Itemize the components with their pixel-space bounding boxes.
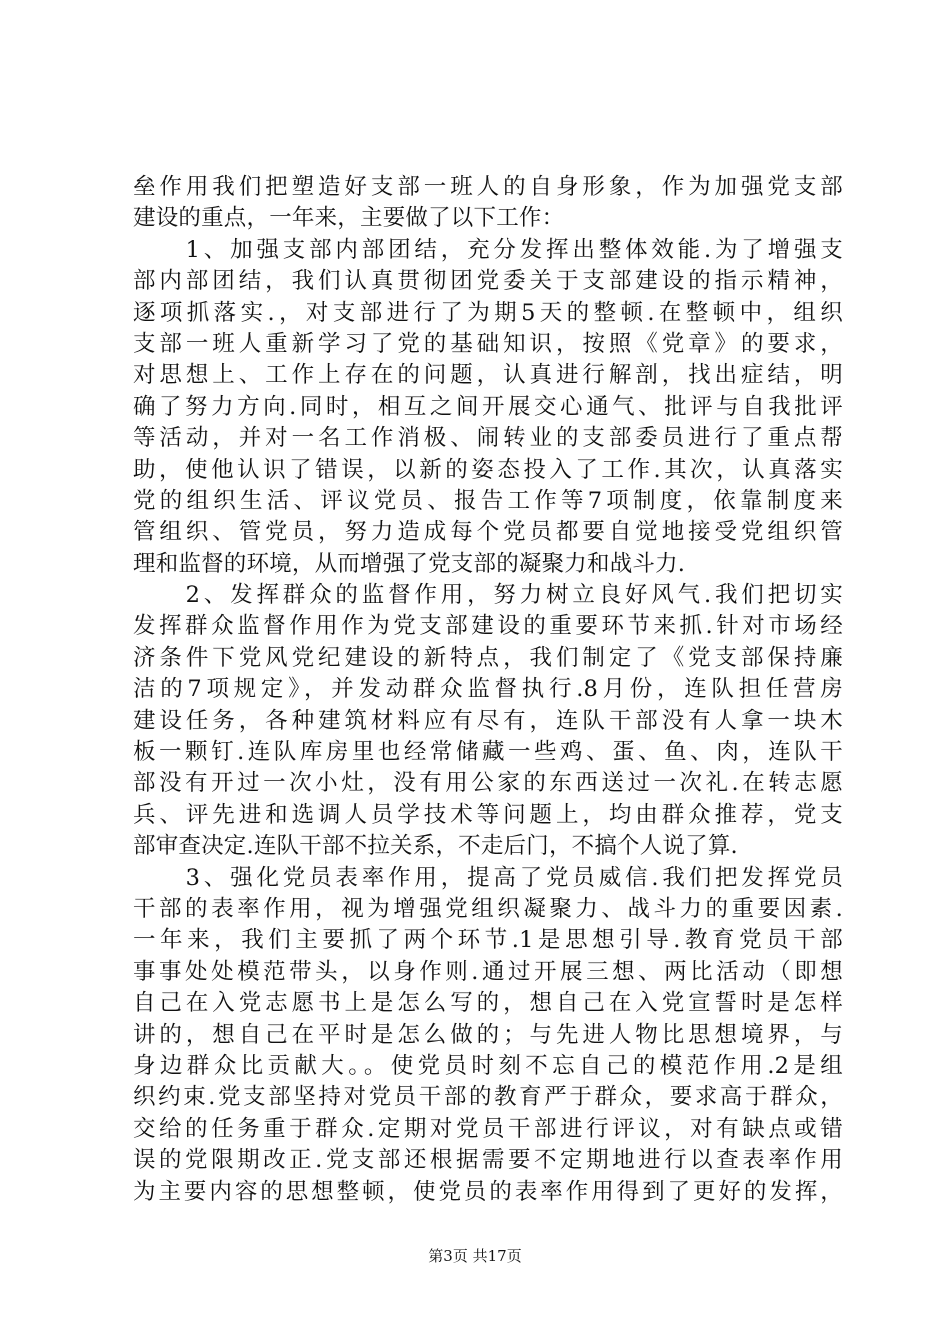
- text-line: 党的组织生活、评议党员、报告工作等7项制度，依靠制度来: [133, 487, 843, 514]
- text-line: 洁的7项规定》，并发动群众监督执行.8月份，连队担任营房: [133, 676, 843, 703]
- text-line: 建设的重点，一年来，主要做了以下工作：: [133, 205, 565, 232]
- text-line: 误的党限期改正.党支部还根据需要不定期地进行以查表率作用: [133, 1147, 843, 1174]
- text-line: 逐项抓落实.，对支部进行了为期5天的整顿.在整顿中，组织: [133, 299, 843, 326]
- text-line: 事事处处模范带头，以身作则.通过开展三想、两比活动（即想: [133, 958, 843, 985]
- text-line: 对思想上、工作上存在的问题，认真进行解剖，找出症结，明: [133, 362, 843, 389]
- body-text: [133, 172, 843, 1208]
- text-line: 支部一班人重新学习了党的基础知识，按照《党章》的要求，: [133, 330, 843, 357]
- text-line: 板一颗钉.连队库房里也经常储藏一些鸡、蛋、鱼、肉，连队干: [133, 739, 843, 766]
- text-line: 兵、评先进和选调人员学技术等问题上，均由群众推荐，党支: [133, 801, 843, 828]
- text-line: 等活动，并对一名工作消极、闹转业的支部委员进行了重点帮: [133, 425, 843, 452]
- text-line: 为主要内容的思想整顿，使党员的表率作用得到了更好的发挥，: [133, 1178, 843, 1205]
- text-line: 1、加强支部内部团结，充分发挥出整体效能.为了增强支: [133, 236, 843, 263]
- text-line: 2、发挥群众的监督作用，努力树立良好风气.我们把切实: [133, 582, 843, 609]
- text-line: 一年来，我们主要抓了两个环节.1是思想引导.教育党员干部: [133, 927, 843, 954]
- text-line: 理和监督的环境，从而增强了党支部的凝聚力和战斗力.: [133, 550, 686, 577]
- text-line: 交给的任务重于群众.定期对党员干部进行评议，对有缺点或错: [133, 1115, 843, 1142]
- text-line: 济条件下党风党纪建设的新特点，我们制定了《党支部保持廉: [133, 644, 843, 671]
- text-line: 管组织、管党员，努力造成每个党员都要自觉地接受党组织管: [133, 519, 843, 546]
- text-line: 自己在入党志愿书上是怎么写的，想自己在入党宣誓时是怎样: [133, 990, 843, 1017]
- text-line: 助，使他认识了错误，以新的姿态投入了工作.其次，认真落实: [133, 456, 843, 483]
- text-line: 织约束.党支部坚持对党员干部的教育严于群众，要求高于群众，: [133, 1084, 843, 1111]
- text-line: 干部的表率作用，视为增强党组织凝聚力、战斗力的重要因素.: [133, 895, 843, 922]
- text-line: 部没有开过一次小灶，没有用公家的东西送过一次礼.在转志愿: [133, 770, 843, 797]
- text-line: 部内部团结，我们认真贯彻团党委关于支部建设的指示精神，: [133, 268, 843, 295]
- text-line: 发挥群众监督作用作为党支部建设的重要环节来抓.针对市场经: [133, 613, 843, 640]
- text-line: 身边群众比贡献大。。使党员时刻不忘自己的模范作用.2是组: [133, 1052, 843, 1079]
- text-line: 垒作用我们把塑造好支部一班人的自身形象，作为加强党支部: [133, 174, 843, 200]
- text-line: 确了努力方向.同时，相互之间开展交心通气、批评与自我批评: [133, 393, 843, 420]
- text-line: 建设任务，各种建筑材料应有尽有，连队干部没有人拿一块木: [133, 707, 843, 734]
- page-footer: 第3页 共17页: [428, 1247, 522, 1265]
- text-line: 部审查决定.连队干部不拉关系，不走后门，不搞个人说了算.: [133, 833, 738, 860]
- text-line: 3、强化党员表率作用，提高了党员威信.我们把发挥党员: [133, 864, 843, 891]
- text-line: 讲的，想自己在平时是怎么做的；与先进人物比思想境界，与: [133, 1021, 843, 1048]
